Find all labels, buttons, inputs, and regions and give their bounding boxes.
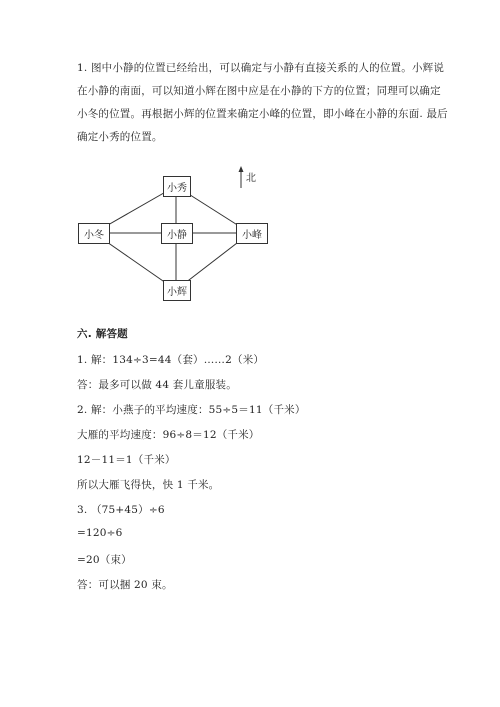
answer-line-1: 1. 解：134÷3=44（套）……2（米） — [77, 354, 265, 366]
intro-line-4: 确定小秀的位置。 — [77, 131, 163, 143]
answer-line-9: =20（束） — [77, 554, 132, 566]
answer-line-2: 答：最多可以做 44 套儿童服装。 — [77, 379, 237, 391]
answer-line-4: 大雁的平均速度：96÷8＝12（千米） — [77, 429, 260, 441]
north-label: 北 — [246, 173, 256, 184]
north-arrowhead-icon — [239, 166, 244, 172]
node-left: 小冬 — [78, 223, 110, 244]
intro-line-3: 小冬的位置。再根据小辉的位置来确定小峰的位置，即小峰在小静的东面. 最后 — [77, 108, 448, 120]
answer-line-8: =120÷6 — [77, 527, 123, 539]
node-center: 小静 — [161, 223, 193, 244]
answer-line-7: 3. （75+45）÷6 — [77, 504, 165, 516]
answer-line-3: 2. 解：小燕子的平均速度：55÷5＝11（千米） — [77, 404, 306, 416]
node-top: 小秀 — [163, 176, 191, 197]
node-right: 小峰 — [236, 223, 268, 244]
answer-line-6: 所以大雁飞得快，快 1 千米。 — [77, 479, 220, 491]
intro-line-2: 在小静的南面，可以知道小辉在图中应是在小静的下方的位置；同理可以确定 — [77, 85, 441, 97]
answer-line-5: 12－11＝1（千米） — [77, 454, 176, 466]
answer-line-10: 答：可以捆 20 束。 — [77, 579, 173, 591]
intro-line-1: 1. 图中小静的位置已经给出，可以确定与小静有直接关系的人的位置。小辉说 — [77, 62, 445, 74]
node-bottom: 小辉 — [163, 280, 191, 301]
section-title: 六. 解答题 — [77, 328, 128, 340]
